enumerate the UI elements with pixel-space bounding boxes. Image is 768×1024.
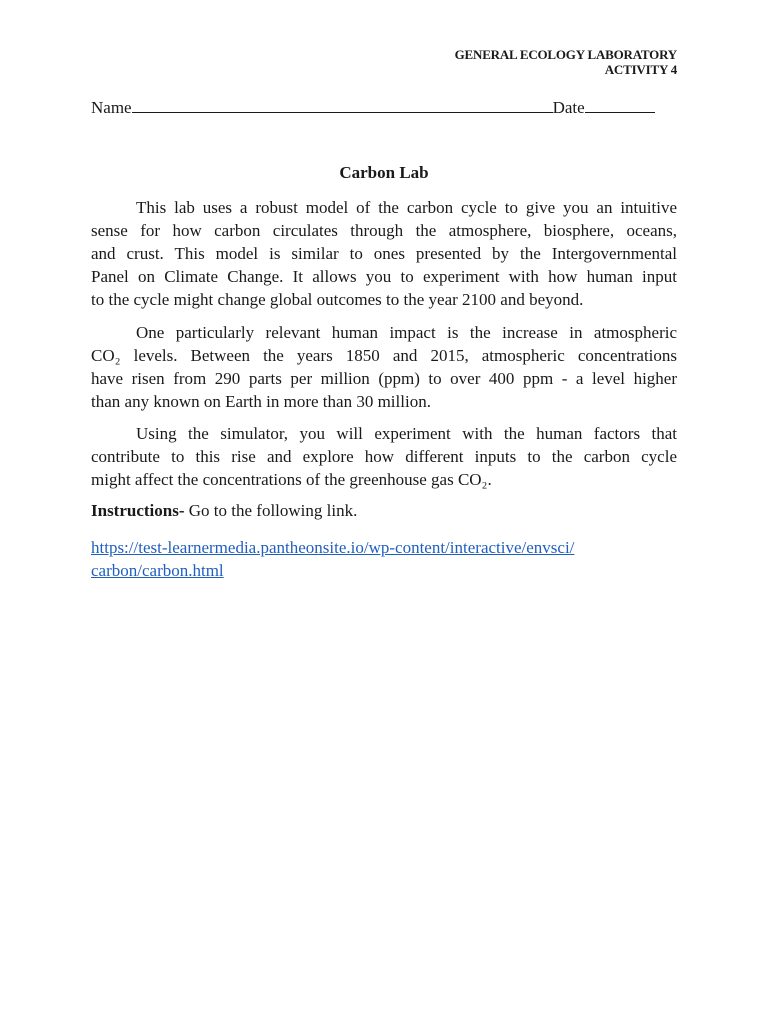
date-label: Date xyxy=(552,98,585,117)
page-title: Carbon Lab xyxy=(339,163,429,182)
paragraph-simulator xyxy=(91,422,677,491)
text-line: contribute to this rise and explore how different inputs to the carbon cycle xyxy=(91,447,677,466)
date-field[interactable] xyxy=(585,97,655,113)
link-line-1[interactable]: https://test-learnermedia.pantheonsite.io/wp-content/interactive/envsci/ xyxy=(91,538,575,557)
text-line: sense for how carbon circulates through the atmosphere, biosphere, oceans, xyxy=(91,221,677,240)
text-line: might affect the concentrations of the greenhouse gas CO₂. xyxy=(91,470,492,489)
name-field[interactable] xyxy=(132,97,553,113)
link-line-2[interactable]: carbon/carbon.html xyxy=(91,561,224,580)
name-label: Name xyxy=(91,98,132,117)
text-line: CO₂ levels. Between the years 1850 and 2015, atmospheric concentrations xyxy=(91,346,677,365)
text-line: and crust. This model is similar to ones presented by the Intergovernmental xyxy=(91,244,677,263)
text-line: to the cycle might change global outcomes to the year 2100 and beyond. xyxy=(91,290,584,309)
header-activity: ACTIVITY 4 xyxy=(604,62,677,77)
header-course: GENERAL ECOLOGY LABORATORY xyxy=(454,47,677,62)
text-line: This lab uses a robust model of the carbon cycle to give you an intuitive xyxy=(136,198,677,217)
simulator-link[interactable] xyxy=(91,536,677,582)
paragraph-co2 xyxy=(91,321,677,413)
instructions-text: Go to the following link. xyxy=(184,501,358,520)
name-date-line xyxy=(91,97,663,118)
instructions-label: Instructions- xyxy=(91,501,185,520)
text-line: have risen from 290 parts per million (ppm) to over 400 ppm - a level higher xyxy=(91,369,677,388)
text-line: Using the simulator, you will experiment with the human factors that xyxy=(136,424,677,443)
paragraph-intro xyxy=(91,196,677,311)
text-line: Panel on Climate Change. It allows you to experiment with how human input xyxy=(91,267,677,286)
text-line: One particularly relevant human impact is the increase in atmospheric xyxy=(136,323,677,342)
instructions xyxy=(91,501,357,521)
text-line: than any known on Earth in more than 30 million. xyxy=(91,392,431,411)
